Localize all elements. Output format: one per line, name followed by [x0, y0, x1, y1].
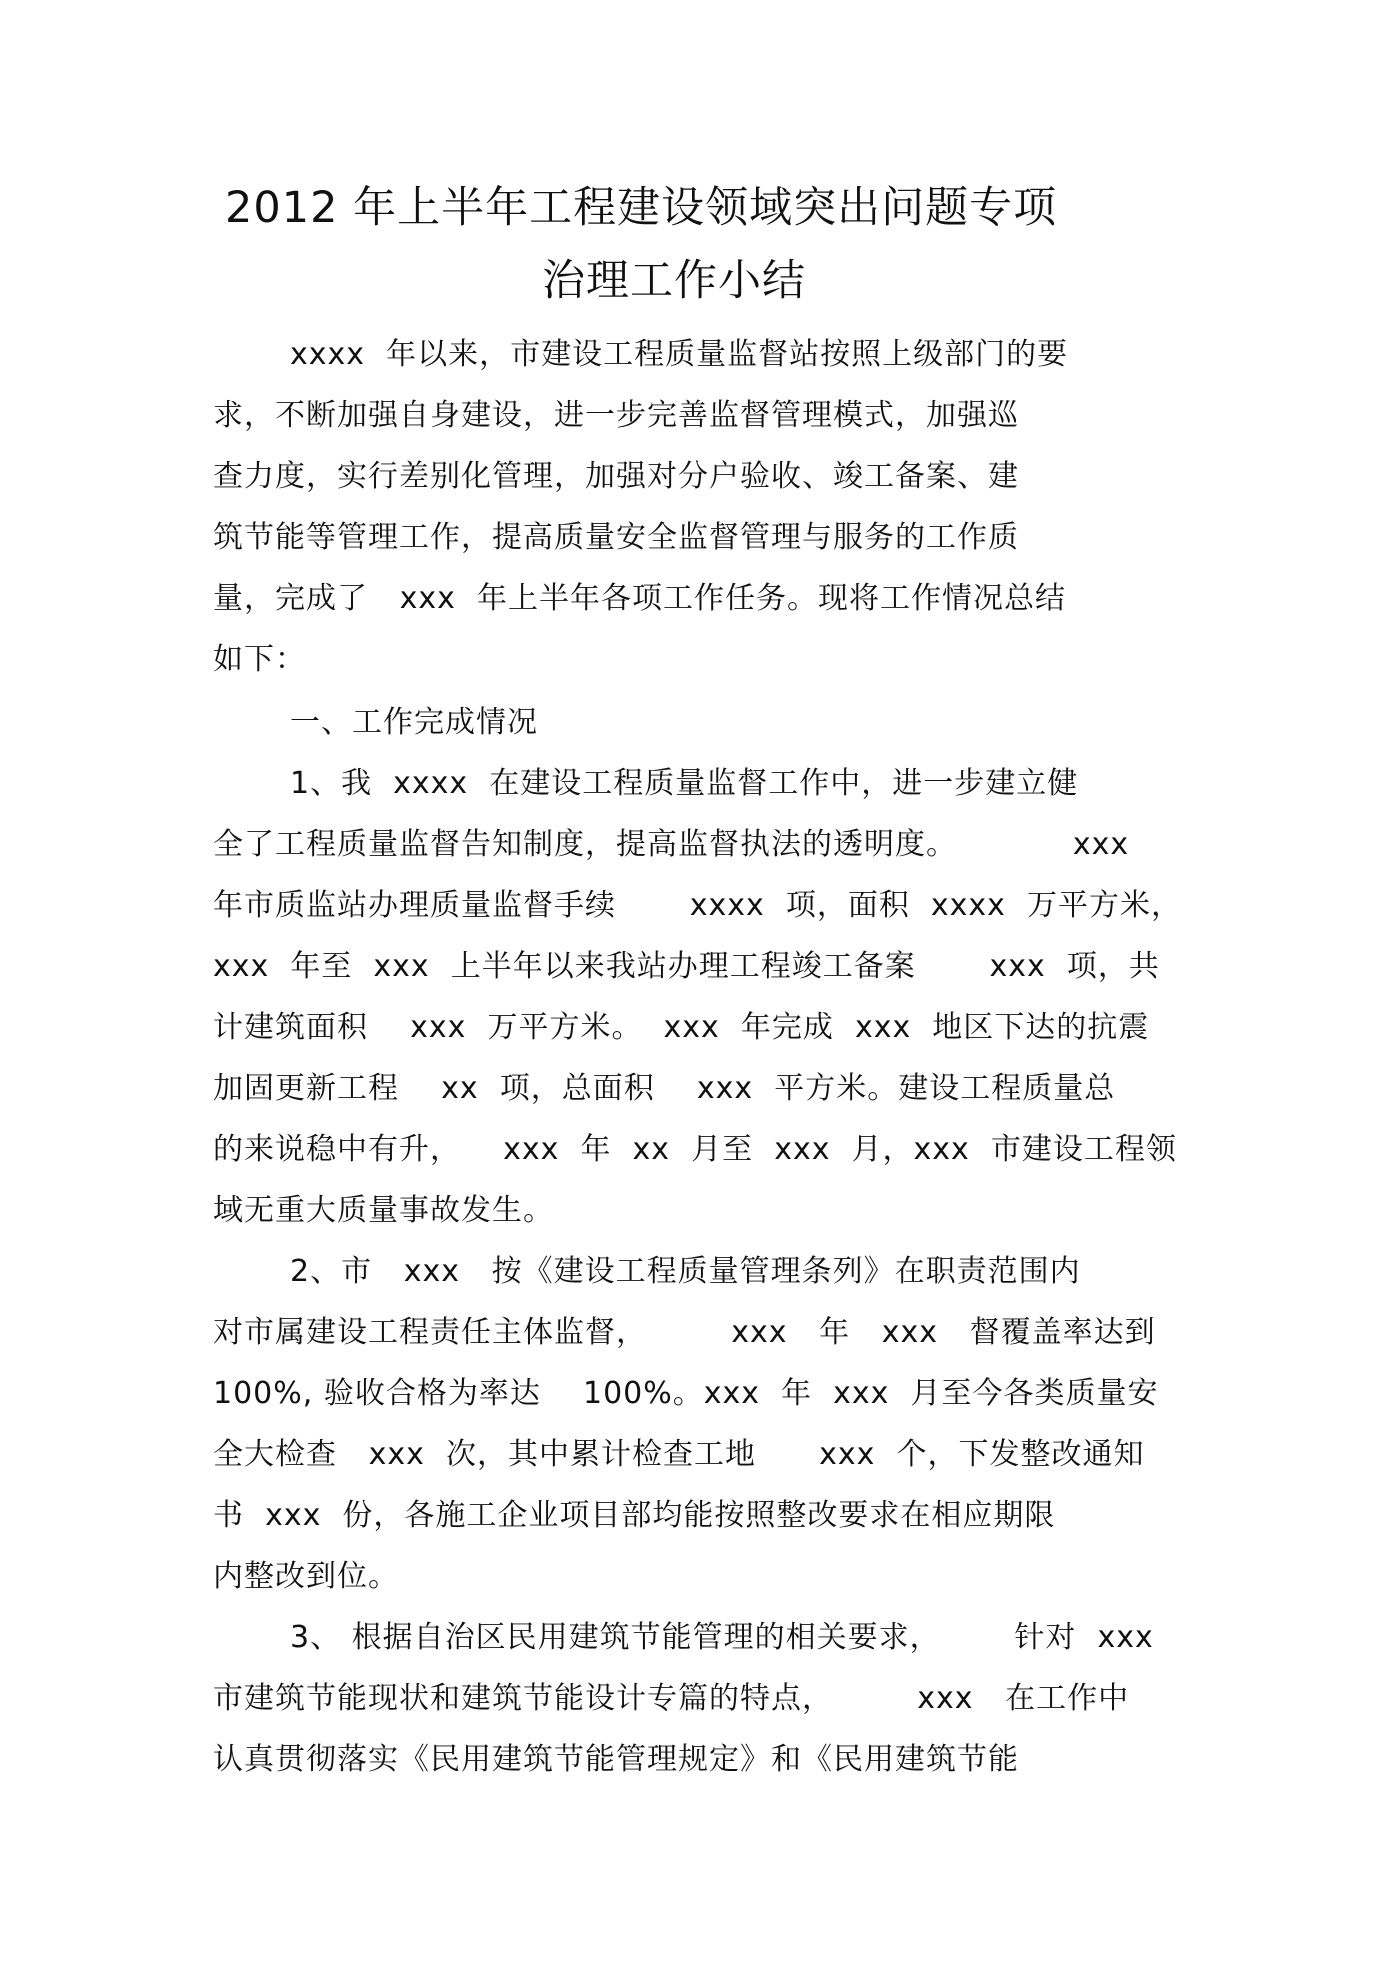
intro-line: 查力度，实行差别化管理，加强对分户验收、竣工备案、建	[213, 459, 1019, 494]
item1-line: 域无重大质量事故发生。	[213, 1193, 554, 1228]
item2-line: 对市属建设工程责任主体监督， xxx 年 xxx 督覆盖率达到	[213, 1315, 1156, 1350]
item1-line: xxx 年至 xxx 上半年以来我站办理工程竣工备案 xxx 项，共	[213, 949, 1160, 984]
item2-line: 书 xxx 份，各施工企业项目部均能按照整改要求在相应期限	[213, 1498, 1056, 1533]
item2-line: 2、市 xxx 按《建设工程质量管理条列》在职责范围内	[290, 1254, 1081, 1289]
item1-line: 1、我 xxxx 在建设工程质量监督工作中，进一步建立健	[290, 766, 1079, 801]
item3-line: 市建筑节能现状和建筑节能设计专篇的特点， xxx 在工作中	[213, 1681, 1130, 1716]
intro-line: 如下：	[213, 642, 306, 677]
item1-line: 加固更新工程 xx 项，总面积 xxx 平方米。建设工程质量总	[213, 1071, 1116, 1106]
item3-line: 认真贯彻落实《民用建筑节能管理规定》和《民用建筑节能	[213, 1742, 1019, 1777]
item1-line: 年市质监站办理质量监督手续 xxxx 项，面积 xxxx 万平方米，	[213, 888, 1183, 923]
item2-line: 全大检查 xxx 次，其中累计检查工地 xxx 个，下发整改通知	[213, 1437, 1145, 1472]
intro-line: 筑节能等管理工作，提高质量安全监督管理与服务的工作质	[213, 520, 1019, 555]
intro-line: xxxx 年以来，市建设工程质量监督站按照上级部门的要	[290, 337, 1069, 372]
item2-line: 100%, 验收合格为率达 100%。xxx 年 xxx 月至今各类质量安	[213, 1376, 1159, 1411]
document-title-line-2: 治理工作小结	[542, 256, 806, 306]
item1-line: 的来说稳中有升， xxx 年 xx 月至 xxx 月，xxx 市建设工程领	[213, 1132, 1177, 1167]
item2-line: 内整改到位。	[213, 1559, 399, 1594]
document-title-line-1: 2012 年上半年工程建设领域突出问题专项	[225, 183, 1058, 233]
item1-line: 全了工程质量监督告知制度，提高监督执法的透明度。 xxx	[213, 827, 1130, 862]
section-heading: 一、工作完成情况	[290, 705, 538, 740]
item1-line: 计建筑面积 xxx 万平方米。 xxx 年完成 xxx 地区下达的抗震	[213, 1010, 1150, 1045]
intro-line: 量，完成了 xxx 年上半年各项工作任务。现将工作情况总结	[213, 581, 1066, 616]
item3-line: 3、 根据自治区民用建筑节能管理的相关要求， 针对 xxx	[290, 1620, 1154, 1655]
intro-line: 求，不断加强自身建设，进一步完善监督管理模式，加强巡	[213, 398, 1019, 433]
